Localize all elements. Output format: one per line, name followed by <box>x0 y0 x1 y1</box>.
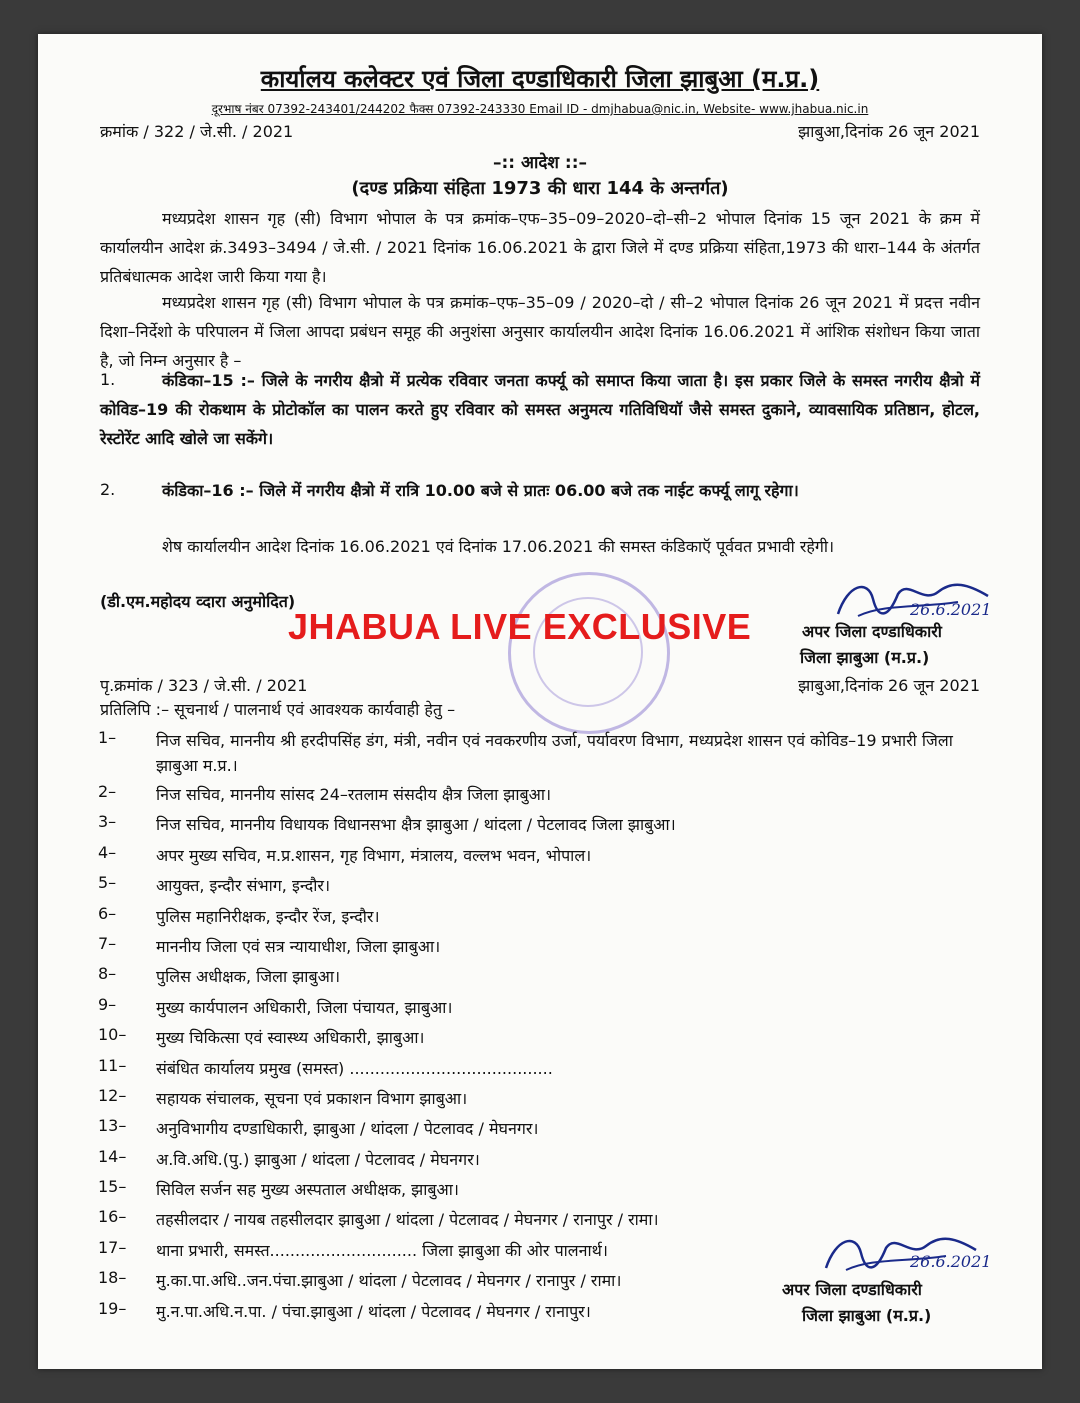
list-item-text: सहायक संचालक, सूचना एवं प्रकाशन विभाग झाबुआ। <box>156 1088 468 1108</box>
endorsement-place-date: झाबुआ,दिनांक 26 जून 2021 <box>798 676 980 695</box>
list-item-number: 15– <box>98 1177 127 1197</box>
list-item-number: 2– <box>98 782 117 801</box>
list-item-number: 18– <box>98 1268 127 1288</box>
paragraph-3: शेष कार्यालयीन आदेश दिनांक 16.06.2021 एवं दिनांक 17.06.2021 की समस्त कंडिकाऍ पूर्ववत प्रभावी रहेगी। <box>162 537 835 556</box>
list-item-number: 10– <box>98 1025 127 1045</box>
list-item <box>98 1025 998 1055</box>
office-seal <box>508 572 670 734</box>
list-item <box>98 1056 998 1086</box>
list-item-text: थाना प्रभारी, समस्त............................. जिला झाबुआ की ओर पालनार्थ। <box>156 1240 608 1260</box>
point-2-number: 2. <box>100 480 116 499</box>
order-heading: –:: आदेश ::– <box>493 153 587 173</box>
list-item-text: मु.न.पा.अधि.न.पा. / पंचा.झाबुआ / थांदला / पेटलावद / मेघनगर / रानापुर। <box>156 1301 591 1321</box>
endorsement-ref-number: पृ.क्रमांक / 323 / जे.सी. / 2021 <box>100 676 308 695</box>
list-item <box>98 964 998 994</box>
list-item <box>98 1116 998 1146</box>
list-item <box>98 1086 998 1116</box>
list-item <box>98 934 998 964</box>
signature-1-designation: अपर जिला दण्डाधिकारी <box>802 622 942 641</box>
list-item <box>98 728 998 782</box>
list-item <box>98 873 998 903</box>
list-item-number: 11– <box>98 1055 127 1075</box>
contact-line: दूरभाष नंबर 07392-243401/244202 फैक्स 07392-243330 Email ID - dmjhabua@nic.in, Website- www.jhabua.nic.in <box>211 102 869 116</box>
office-title: कार्यालय कलेक्टर एवं जिला दण्डाधिकारी जिला झाबुआ (म.प्र.) <box>260 65 820 93</box>
order-ref-number: क्रमांक / 322 / जे.सी. / 2021 <box>100 122 294 141</box>
list-item-text: आयुक्त, इन्दौर संभाग, इन्दौर। <box>156 876 331 896</box>
list-item-text: तहसीलदार / नायब तहसीलदार झाबुआ / थांदला / पेटलावद / मेघनगर / रानापुर / रामा। <box>156 1210 659 1230</box>
order-place-date: झाबुआ,दिनांक 26 जून 2021 <box>798 122 980 141</box>
list-item-text: अ.वि.अधि.(पु.) झाबुआ / थांदला / पेटलावद / मेघनगर। <box>156 1149 480 1169</box>
list-item <box>98 812 998 842</box>
list-item-number: 17– <box>98 1237 127 1257</box>
signature-1-district: जिला झाबुआ (म.प्र.) <box>800 648 930 667</box>
list-item-number: 1– <box>98 728 117 747</box>
point-1-text: कंडिका–15 :– जिले के नगरीय क्षैत्रो में प्रत्येक रविवार जनता कर्फ्यू को समाप्त किया जाता है। इस प्रकार जिले के समस्त नगरीय क्षैत्रो में कोविड–19 की रोकथाम के प्रोटोकॉल का पालन करते हुए रविवार को समस्त अनुमत्य गतिविधियॉ जैसे समस्त दुकाने, व्यावसायिक प्रतिष्ठान, होटल, रेस्टोरेंट आदि खोले जा सकेंगे। <box>100 371 980 448</box>
list-item-number: 12– <box>98 1085 127 1105</box>
copy-to-line: प्रतिलिपि :– सूचनार्थ / पालनार्थ एवं आवश्यक कार्यवाही हेतु – <box>100 700 456 719</box>
list-item-text: संबंधित कार्यालय प्रमुख (समस्त) ........................................ <box>156 1058 553 1078</box>
list-item-text: पुलिस अधीक्षक, जिला झाबुआ। <box>156 967 341 987</box>
list-item-text: अपर मुख्य सचिव, म.प्र.शासन, गृह विभाग, मंत्रालय, वल्लभ भवन, भोपाल। <box>156 845 592 865</box>
list-item-number: 14– <box>98 1146 127 1166</box>
list-item-number: 8– <box>98 964 117 984</box>
signature-2-district: जिला झाबुआ (म.प्र.) <box>802 1306 932 1325</box>
list-item-number: 16– <box>98 1207 127 1227</box>
list-item <box>98 843 998 873</box>
paragraph-1: मध्यप्रदेश शासन गृह (सी) विभाग भोपाल के पत्र क्रमांक–एफ–35–09–2020–दो–सी–2 भोपाल दिनांक 15 जून 2021 के क्रम में कार्यालयीन आदेश क्रं.3493–3494 / जे.सी. / 2021 दिनांक 16.06.2021 के द्वारा जिले में दण्ड प्रक्रिया संहिता,1973 की धारा–144 के अंतर्गत प्रतिबंधात्मक आदेश जारी किया गया है। <box>100 209 980 286</box>
signature-2-date: 26.6.2021 <box>910 1252 992 1271</box>
list-item-number: 13– <box>98 1116 127 1136</box>
order-subheading: (दण्ड प्रक्रिया संहिता 1973 की धारा 144 के अन्तर्गत) <box>351 178 729 199</box>
point-1-number: 1. <box>100 370 116 389</box>
signature-1-date: 26.6.2021 <box>910 600 992 619</box>
list-item-text: निज सचिव, माननीय श्री हरदीपसिंह डंग, मंत्री, नवीन एवं नवकरणीय उर्जा, पर्यावरण विभाग, मध्यप्रदेश शासन एवं कोविड–19 प्रभारी जिला झाबुआ म.प्र.। <box>156 731 953 775</box>
list-item <box>98 904 998 934</box>
paragraph-2: मध्यप्रदेश शासन गृह (सी) विभाग भोपाल के पत्र क्रमांक–एफ–35–09 / 2020–दो / सी–2 भोपाल दिनांक 26 जून 2021 में प्रदत्त नवीन दिशा–निर्देशो के परिपालन में जिला आपदा प्रबंधन समूह की अनुशंसा अनुसार कार्यालयीन आदेश दिनांक 16.06.2021 में आंशिक संशोधन किया जाता है, जो निम्न अनुसार है – <box>100 293 980 370</box>
point-2-text: कंडिका–16 :– जिले में नगरीय क्षैत्रो में रात्रि 10.00 बजे से प्रातः 06.00 बजे तक नाईट कर्फ्यू लागू रहेगा। <box>162 481 799 500</box>
list-item-number: 9– <box>98 994 117 1014</box>
list-item-text: पुलिस महानिरीक्षक, इन्दौर रेंज, इन्दौर। <box>156 906 380 926</box>
watermark: JHABUA LIVE EXCLUSIVE <box>288 606 752 647</box>
list-item-number: 5– <box>98 873 117 893</box>
list-item <box>98 1147 998 1177</box>
list-item-text: मुख्य चिकित्सा एवं स्वास्थ्य अधिकारी, झाबुआ। <box>156 1028 425 1048</box>
list-item-number: 3– <box>98 812 117 832</box>
list-item-number: 19– <box>98 1298 127 1318</box>
list-item-text: निज सचिव, माननीय सांसद 24–रतलाम संसदीय क्षैत्र जिला झाबुआ। <box>156 785 552 804</box>
list-item-number: 7– <box>98 933 117 953</box>
list-item-text: निज सचिव, माननीय विधायक विधानसभा क्षैत्र झाबुआ / थांदला / पेटलावद जिला झाबुआ। <box>156 815 676 835</box>
list-item-number: 4– <box>98 842 117 862</box>
signature-2-designation: अपर जिला दण्डाधिकारी <box>782 1280 922 1299</box>
list-item <box>98 995 998 1025</box>
list-item-text: अनुविभागीय दण्डाधिकारी, झाबुआ / थांदला / पेटलावद / मेघनगर। <box>156 1119 539 1139</box>
list-item-text: सिविल सर्जन सह मुख्य अस्पताल अधीक्षक, झाबुआ। <box>156 1180 459 1200</box>
list-item-text: माननीय जिला एवं सत्र न्यायाधीश, जिला झाबुआ। <box>156 936 441 956</box>
document-page <box>38 34 1042 1369</box>
list-item-text: मु.का.पा.अधि..जन.पंचा.झाबुआ / थांदला / पेटलावद / मेघनगर / रानापुर / रामा। <box>156 1271 622 1291</box>
list-item <box>98 1177 998 1207</box>
approval-note: (डी.एम.महोदय व्दारा अनुमोदित) <box>100 592 296 611</box>
list-item <box>98 782 998 812</box>
list-item-number: 6– <box>98 903 117 923</box>
list-item-text: मुख्य कार्यपालन अधिकारी, जिला पंचायत, झाबुआ। <box>156 997 453 1017</box>
